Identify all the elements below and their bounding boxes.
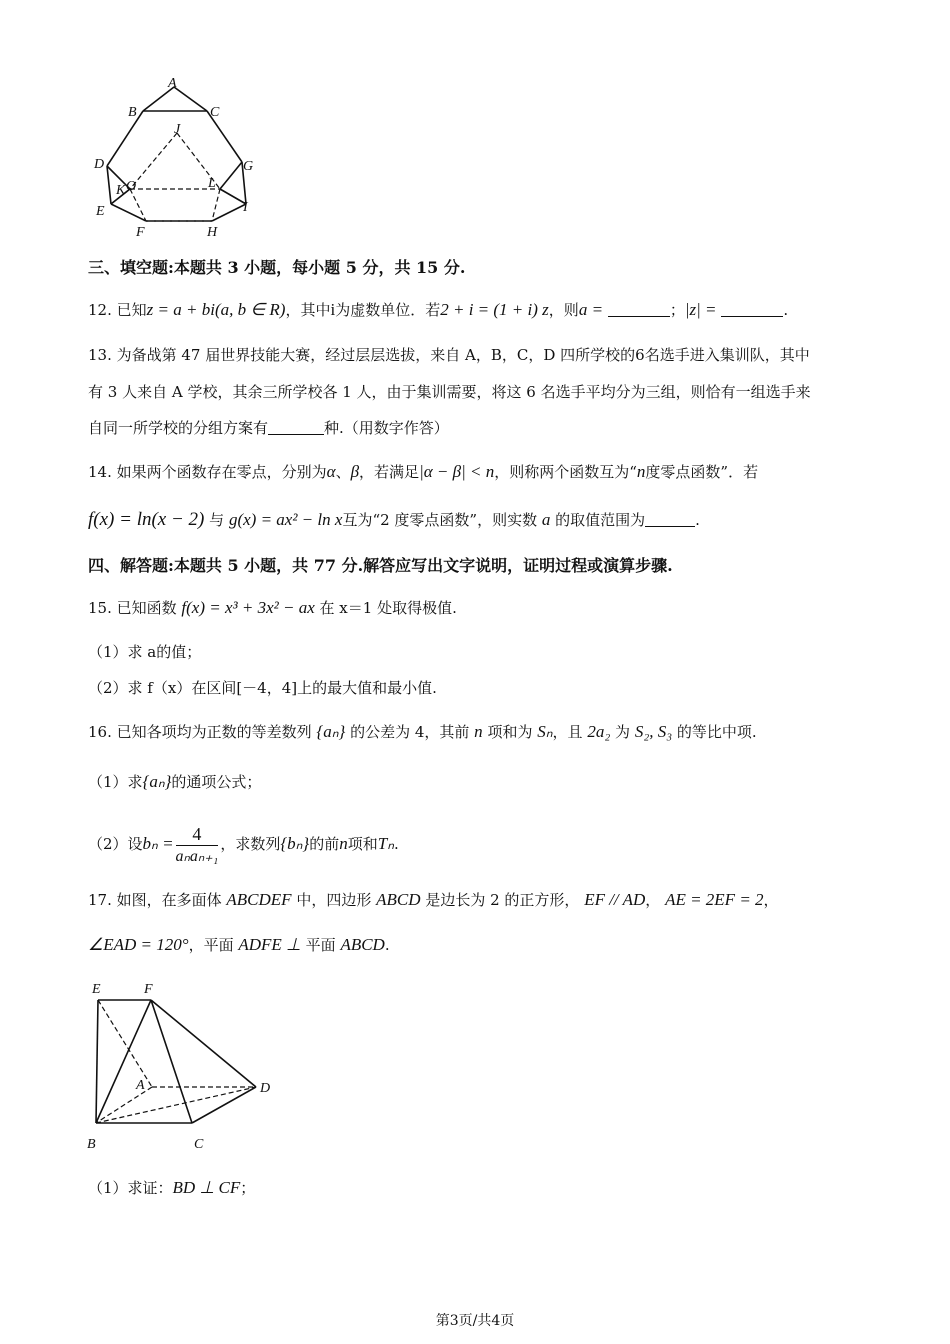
q14-math-a: a <box>541 510 551 529</box>
vertex-label: D <box>94 157 105 172</box>
q16-text: 的前 <box>309 835 340 853</box>
question-12 <box>88 300 788 320</box>
answer-blank <box>721 302 783 317</box>
q15-text: 在 x＝1 处取得极值. <box>319 599 457 617</box>
q16-text: （1）求 <box>88 773 143 791</box>
q15-part-1: （1）求 a的值； <box>88 643 202 661</box>
vertex-label: D <box>260 1081 271 1096</box>
fraction-numerator: 4 <box>192 823 202 844</box>
vertex-label: F <box>136 225 145 240</box>
q17-part-1 <box>88 1178 255 1198</box>
q16-text: 的等比中项. <box>676 723 757 741</box>
fraction-denominator: aₙaₙ₊₁ <box>175 847 219 865</box>
polyhedron-figure-top <box>86 76 276 244</box>
vertex-label: B <box>87 1137 96 1152</box>
q13-line-3 <box>88 418 449 438</box>
q17-math-perp: BD ⊥ CF <box>172 1178 241 1197</box>
q14-line-2 <box>88 510 700 530</box>
q17-math-poly: ABCDEF <box>226 890 292 909</box>
q16-math-Sn: Sₙ <box>537 722 553 741</box>
q12-text: ； <box>669 301 685 319</box>
q17-text: 是边长为 2 的正方形， <box>425 891 580 909</box>
q14-text: 度零点函数”．若 <box>645 463 759 481</box>
q16-text: . <box>393 835 399 853</box>
q13-text: 自同一所学校的分组方案有 <box>88 419 269 437</box>
q15-math-f: f(x) = x³ + 3x² − ax <box>181 598 315 617</box>
q16-part-2 <box>88 818 399 870</box>
q14-text: ，则称两个函数互为“ <box>494 463 637 481</box>
q12-text: . <box>783 301 789 319</box>
q12-math-a: a = <box>578 300 604 319</box>
q17-text: ， <box>763 891 779 909</box>
q16-part-1 <box>88 772 261 792</box>
q14-math-g: g(x) = ax² − ln x <box>228 510 343 529</box>
q17-text: ， <box>645 891 661 909</box>
q12-text: ，其中 <box>285 301 331 319</box>
vertex-label: I <box>243 200 248 215</box>
q17-text: 中，四边形 <box>296 891 372 909</box>
vertex-label: A <box>168 76 177 91</box>
q13-line-1: 13. 为备战第 47 届世界技能大赛，经过层层选拔，来自 A，B，C，D 四所学校的6名选手进入集训队，其中 <box>88 346 810 364</box>
q16-text: （2）设 <box>88 835 143 853</box>
q16-text: ，求数列 <box>220 835 281 853</box>
q12-math-eq: 2 + i = (1 + i) z <box>440 300 549 319</box>
q17-line-1 <box>88 890 779 910</box>
q12-math-domain: (a, b ∈ R) <box>214 300 286 319</box>
q17-text: （1）求证： <box>88 1179 173 1197</box>
q17-math-eq: AE = 2EF = 2 <box>665 890 764 909</box>
q16-math-bset: {bₙ} <box>280 834 310 853</box>
q17-math-parallel: EF // AD <box>584 890 646 909</box>
q12-math-modz: |z| = <box>684 300 717 319</box>
q17-text: ； <box>240 1179 256 1197</box>
q14-math-condition: |α − β| < n <box>419 462 495 481</box>
vertex-label: O <box>126 179 137 194</box>
q16-math-an: {aₙ} <box>142 772 172 791</box>
q14-text: . <box>695 511 700 529</box>
q17-text: 平面 <box>305 936 336 954</box>
q16-math-S2S3: S₂, S₃ <box>634 722 673 741</box>
q12-text: 为虚数单位．若 <box>335 301 441 319</box>
vertex-label: K <box>116 183 126 198</box>
q16-math-2a2: 2a₂ <box>587 722 611 741</box>
q17-math-plane2: ABCD <box>340 935 385 954</box>
vertex-label: L <box>208 176 216 191</box>
section-4-heading: 四、解答题:本题共 5 小题，共 77 分.解答应写出文字说明，证明过程或演算步骤. <box>88 556 673 575</box>
q16-math-Tn: Tₙ <box>377 834 394 853</box>
q16-math-bn: bₙ = <box>142 834 174 853</box>
vertex-label: C <box>194 1137 204 1152</box>
q17-text: ，平面 <box>188 936 234 954</box>
q12-text: 已知 <box>116 301 147 319</box>
question-15 <box>88 598 457 618</box>
q17-text: 17. 如图，在多面体 <box>88 891 222 909</box>
q13-line-2: 有 3 人来自 A 学校，其余三所学校各 1 人，由于集训需要，将这 6 名选手平均分为三组，则恰有一组选手来 <box>88 383 811 401</box>
vertex-label: H <box>207 225 218 240</box>
q16-math-an: {aₙ} <box>316 722 346 741</box>
q17-math-plane1: ADFE ⊥ <box>238 935 301 954</box>
q16-text: 的公差为 4，其前 <box>350 723 470 741</box>
q14-text: 14. 如果两个函数存在零点，分别为 <box>88 463 327 481</box>
q17-text: . <box>384 936 390 954</box>
answer-blank <box>268 420 324 435</box>
vertex-label: J <box>174 122 181 137</box>
q15-text: 15. 已知函数 <box>88 599 177 617</box>
q14-math-alpha: α <box>326 462 336 481</box>
q14-math-n: n <box>636 462 646 481</box>
q14-line-1 <box>88 462 758 482</box>
q16-text: 为 <box>615 723 631 741</box>
q16-math-n: n <box>474 722 483 741</box>
q12-number: 12. <box>88 301 112 319</box>
q14-text: 互为“2 度零点函数”，则实数 <box>342 511 538 529</box>
fraction <box>176 823 219 868</box>
vertex-label: C <box>210 105 220 120</box>
q14-text: 、 <box>335 463 351 481</box>
q16-text: 16. 已知各项均为正数的等差数列 <box>88 723 312 741</box>
q17-line-2 <box>88 935 390 955</box>
q17-math-angle: ∠EAD = 120° <box>88 935 189 954</box>
q14-text: 的取值范围为 <box>555 511 646 529</box>
polyhedron-figure-q17 <box>84 975 284 1160</box>
q17-math-quad: ABCD <box>376 890 421 909</box>
answer-blank <box>608 302 670 317</box>
section-3-heading: 三、填空题:本题共 3 小题，每小题 5 分，共 15 分. <box>88 258 466 277</box>
answer-blank <box>645 512 695 527</box>
q16-text: ，且 <box>552 723 583 741</box>
q14-text: ，若满足 <box>359 463 420 481</box>
q12-math-i: i <box>330 300 336 319</box>
vertex-label: A <box>136 1078 145 1093</box>
q15-part-2: （2）求 f（x）在区间[－4，4]上的最大值和最小值. <box>88 679 437 697</box>
q12-math-z: z = a + bi <box>146 300 215 319</box>
q16-math-n: n <box>339 834 348 853</box>
vertex-label: G <box>243 159 254 174</box>
q14-text: 与 <box>209 511 225 529</box>
vertex-label: F <box>144 982 153 997</box>
vertex-label: B <box>128 105 137 120</box>
q13-text: 种.（用数字作答） <box>324 419 449 437</box>
page-footer: 第3页/共4页 <box>435 1313 515 1329</box>
q16-text: 项和 <box>347 835 378 853</box>
q12-text: ，则 <box>548 301 579 319</box>
q14-math-beta: β <box>350 462 360 481</box>
vertex-label: E <box>92 982 101 997</box>
question-16 <box>88 722 757 742</box>
q16-text: 的通项公式； <box>171 773 262 791</box>
q16-text: 项和为 <box>487 723 533 741</box>
q14-math-f: f(x) = ln(x − 2) <box>88 509 205 530</box>
vertex-label: E <box>96 204 105 219</box>
